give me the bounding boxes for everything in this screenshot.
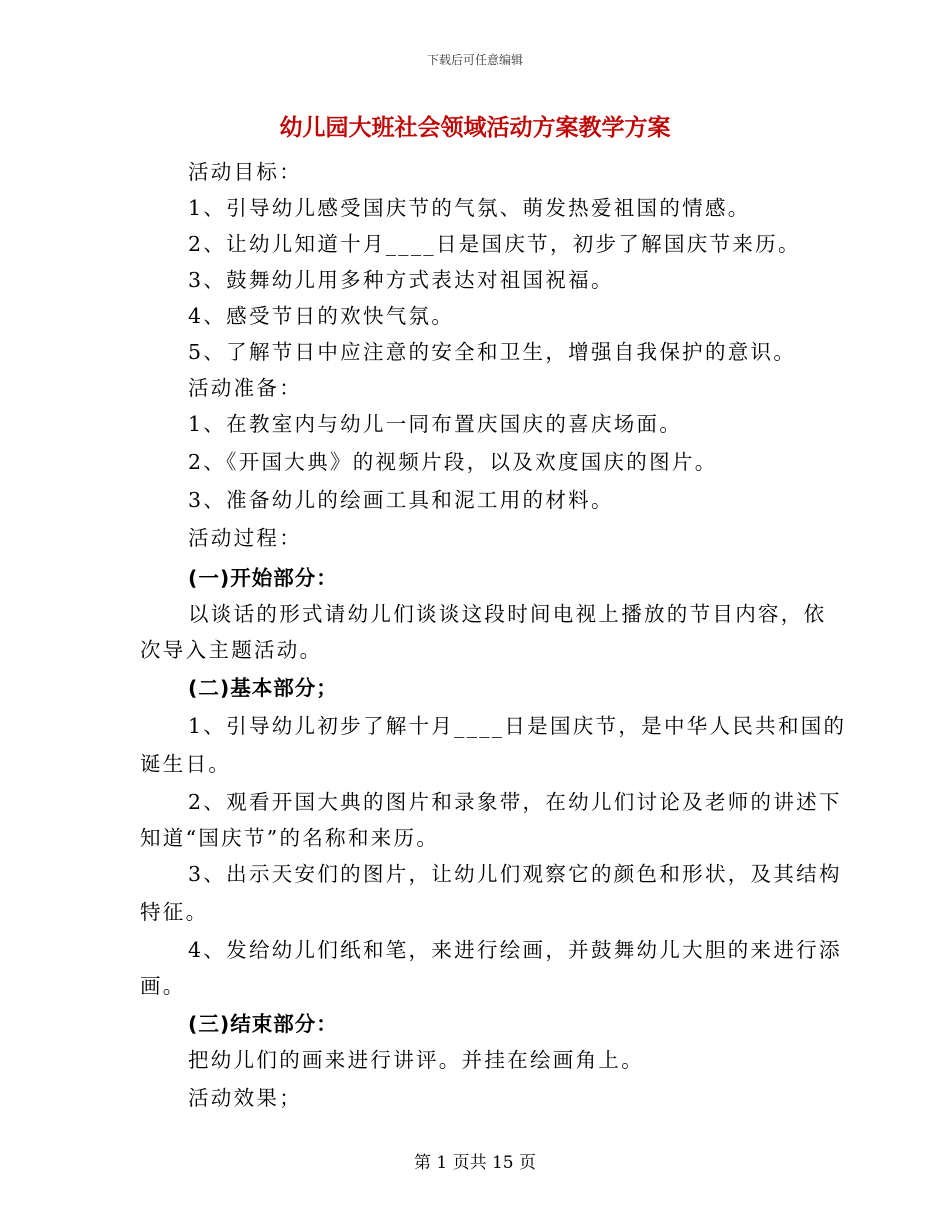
subheading-basic: (二)基本部分； <box>188 676 338 700</box>
goal-item-1: 1、引导幼儿感受国庆节的气氛、萌发热爱祖国的情感。 <box>188 196 751 220</box>
section-heading-preparation: 活动准备： <box>188 376 302 400</box>
goal-item-4: 4、感受节日的欢快气氛。 <box>188 304 455 328</box>
paragraph-line: 次导入主题活动。 <box>140 638 323 662</box>
preparation-item-1: 1、在教室内与幼儿一同布置庆国庆的喜庆场面。 <box>188 412 683 436</box>
subheading-opening: (一)开始部分： <box>188 566 338 590</box>
paragraph-line: 把幼儿们的画来进行讲评。并挂在绘画角上。 <box>188 1048 644 1072</box>
paragraph-line: 以谈话的形式请幼儿们谈谈这段时间电视上播放的节目内容，依 <box>188 602 827 626</box>
paragraph-line: 2、观看开国大典的图片和录象带，在幼儿们讨论及老师的讲述下 <box>188 790 842 814</box>
goal-item-2: 2、让幼儿知道十月____日是国庆节，初步了解国庆节来历。 <box>188 232 801 256</box>
section-heading-effect: 活动效果； <box>188 1086 302 1110</box>
paragraph-line: 4、发给幼儿们纸和笔，来进行绘画，并鼓舞幼儿大胆的来进行添 <box>188 938 842 962</box>
page-footer: 第 1 页共 15 页 <box>413 1153 537 1173</box>
paragraph-line: 3、出示天安们的图片，让幼儿们观察它的颜色和形状，及其结构 <box>188 862 842 886</box>
subheading-ending: (三)结束部分： <box>188 1012 338 1036</box>
paragraph-line: 1、引导幼儿初步了解十月____日是国庆节，是中华人民共和国的 <box>188 714 847 738</box>
preparation-item-3: 3、准备幼儿的绘画工具和泥工用的材料。 <box>188 488 614 512</box>
paragraph-line: 特征。 <box>140 900 209 924</box>
goal-item-3: 3、鼓舞幼儿用多种方式表达对祖国祝福。 <box>188 268 614 292</box>
section-heading-goals: 活动目标： <box>188 160 302 184</box>
document-title: 幼儿园大班社会领域活动方案教学方案 <box>279 115 671 141</box>
paragraph-line: 知道“国庆节”的名称和来历。 <box>140 826 440 850</box>
header-note: 下载后可任意编辑 <box>426 53 523 67</box>
section-heading-process: 活动过程： <box>188 526 302 550</box>
goal-item-5: 5、了解节日中应注意的安全和卫生，增强自我保护的意识。 <box>188 340 797 364</box>
paragraph-line: 诞生日。 <box>140 752 232 776</box>
paragraph-line: 画。 <box>140 974 186 998</box>
preparation-item-2: 2、《开国大典》的视频片段，以及欢度国庆的图片。 <box>188 450 718 474</box>
